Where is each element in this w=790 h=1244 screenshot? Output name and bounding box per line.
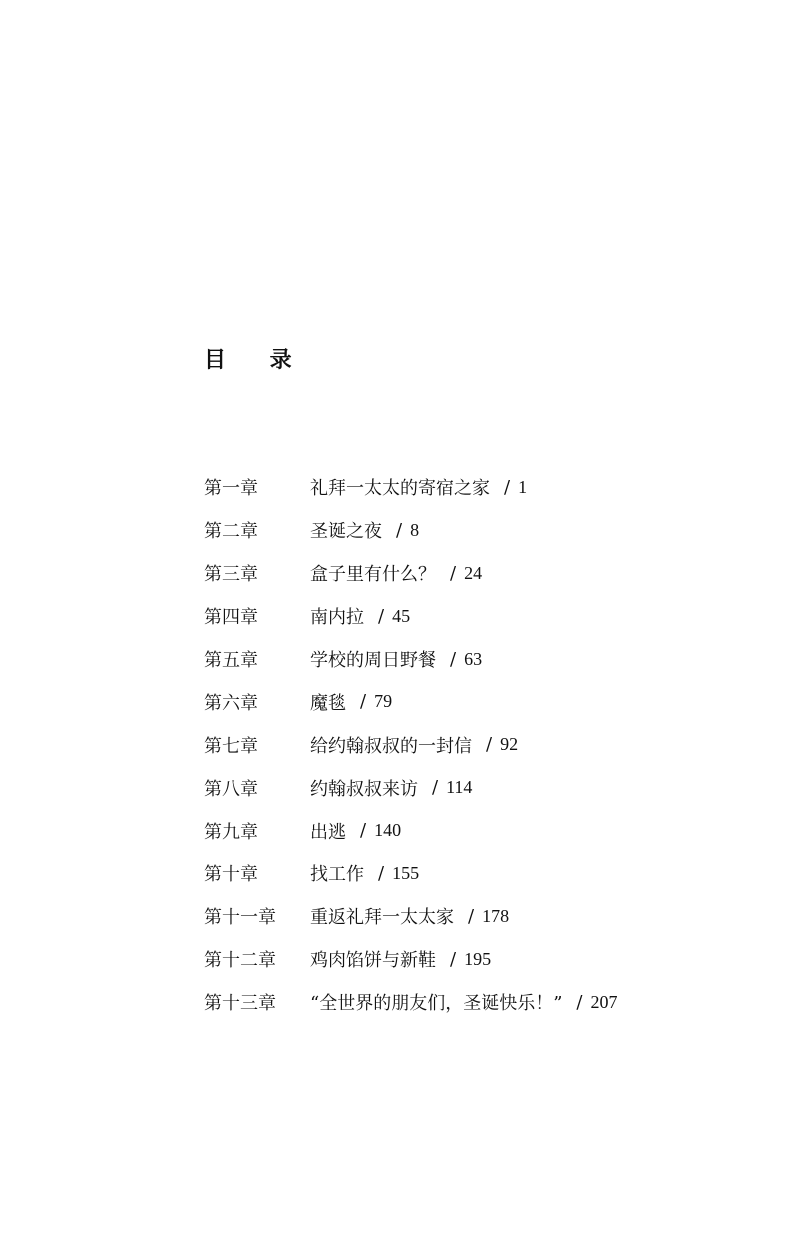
- toc-entry-12: [204, 938, 764, 981]
- chapter-title: 盒子里有什么？: [310, 564, 436, 586]
- chapter-number: 第五章: [204, 650, 258, 671]
- chapter-number: 第六章: [204, 692, 258, 714]
- toc-entry-9: [204, 809, 764, 852]
- separator: /: [378, 862, 385, 884]
- chapter-title: 南内拉: [310, 607, 364, 629]
- chapter-title: 魔毯: [310, 692, 346, 714]
- toc-entry-6: [204, 680, 764, 723]
- chapter-number: 第九章: [204, 821, 258, 843]
- chapter-title: 给约翰叔叔的一封信: [310, 735, 472, 757]
- chapter-title: 圣诞之夜: [310, 521, 382, 543]
- page-number: 195: [464, 948, 492, 969]
- toc-entry-4: [204, 595, 764, 638]
- page-title: 目 录: [204, 348, 310, 373]
- separator: /: [432, 777, 439, 799]
- chapter-number: 第二章: [204, 521, 258, 543]
- separator: /: [360, 691, 367, 713]
- toc-entry-2: [204, 509, 764, 552]
- chapter-number: 第十章: [204, 864, 258, 886]
- page-number: 45: [392, 605, 411, 626]
- toc-entry-1: [204, 466, 764, 509]
- chapter-title: 约翰叔叔来访: [310, 778, 418, 800]
- page-number: 178: [482, 905, 510, 926]
- page-number: 24: [464, 562, 483, 583]
- toc-entry-10: [204, 852, 764, 895]
- chapter-number: 第八章: [204, 778, 258, 800]
- chapter-number: 第七章: [204, 735, 258, 757]
- page-number: 155: [392, 862, 420, 883]
- table-of-contents: [204, 466, 764, 1024]
- toc-entry-5: [204, 638, 764, 681]
- chapter-number: 第三章: [204, 564, 258, 586]
- separator: /: [576, 991, 583, 1013]
- page-number: 207: [590, 991, 618, 1012]
- separator: /: [504, 476, 511, 498]
- toc-entry-8: [204, 766, 764, 809]
- chapter-title: 鸡肉馅饼与新鞋: [310, 950, 436, 972]
- chapter-number: 第十二章: [204, 950, 276, 972]
- chapter-title: 重返礼拜一太太家: [310, 907, 454, 929]
- page-number: 8: [410, 519, 420, 540]
- chapter-title: “全世界的朋友们，圣诞快乐！”: [310, 993, 563, 1015]
- chapter-title: 找工作: [310, 864, 364, 886]
- toc-entry-13: [204, 981, 764, 1024]
- page-number: 140: [374, 820, 402, 841]
- page-number: 79: [374, 691, 393, 712]
- chapter-number: 第十一章: [204, 907, 276, 929]
- separator: /: [468, 905, 475, 927]
- toc-entry-7: [204, 723, 764, 766]
- page-number: 63: [464, 648, 483, 669]
- chapter-number: 第十三章: [204, 993, 276, 1015]
- separator: /: [396, 519, 403, 541]
- chapter-number: 第一章: [204, 478, 258, 500]
- chapter-number: 第四章: [204, 607, 258, 629]
- toc-entry-3: [204, 552, 764, 595]
- chapter-title: 出逃: [310, 821, 346, 843]
- separator: /: [486, 734, 493, 756]
- separator: /: [360, 820, 367, 842]
- separator: /: [450, 948, 457, 970]
- page-number: 114: [446, 777, 473, 798]
- chapter-title: 礼拜一太太的寄宿之家: [310, 478, 490, 500]
- page-number: 92: [500, 734, 519, 755]
- page-number: 1: [518, 476, 528, 497]
- chapter-title: 学校的周日野餐: [310, 650, 436, 671]
- separator: /: [450, 648, 457, 670]
- toc-entry-11: [204, 895, 764, 938]
- separator: /: [378, 605, 385, 627]
- separator: /: [450, 562, 457, 584]
